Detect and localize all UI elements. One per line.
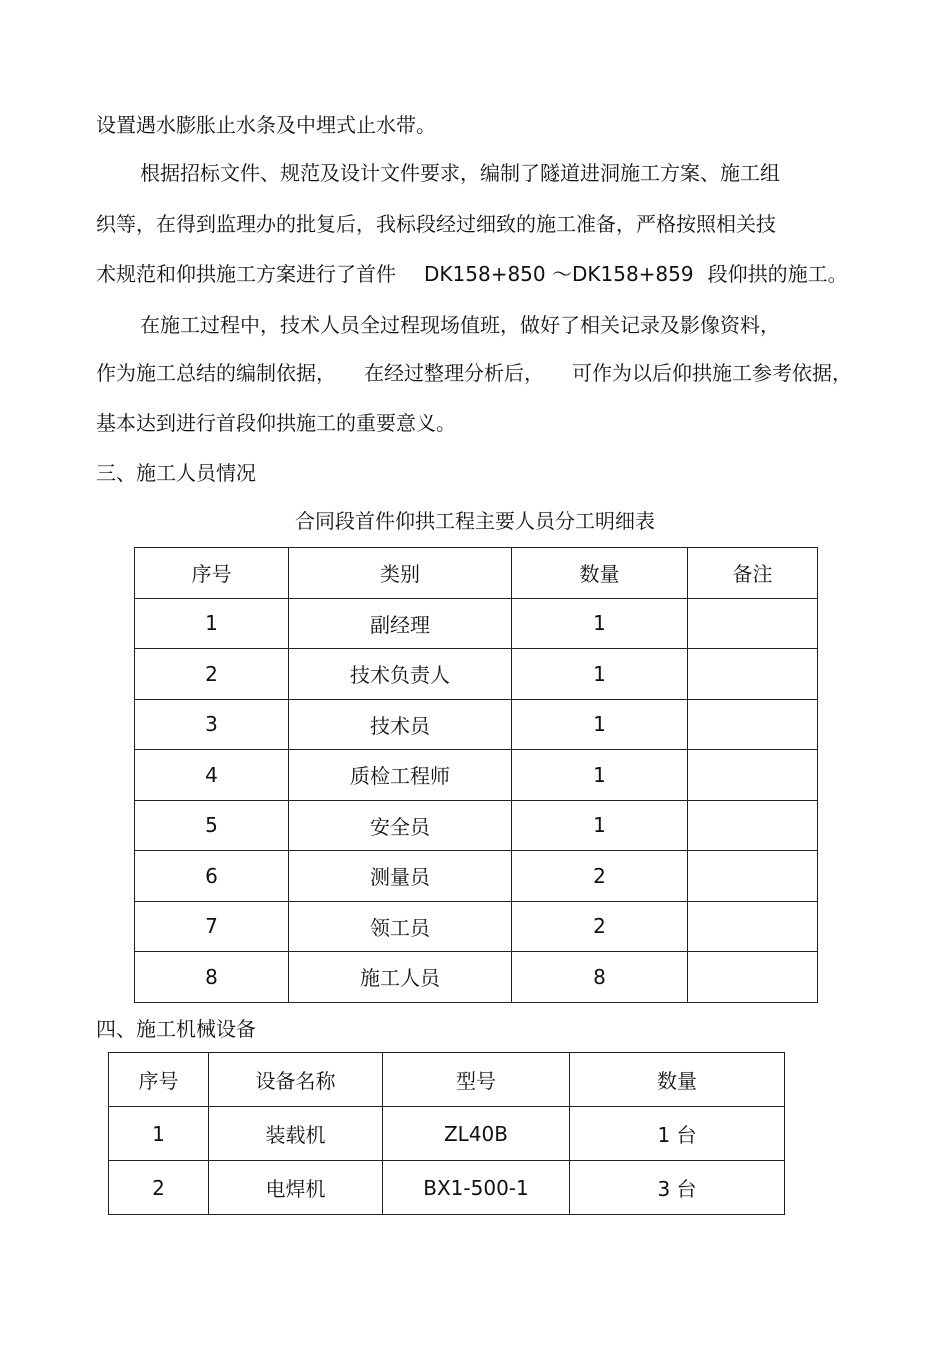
table-cell: 1 (512, 800, 688, 851)
header-cell: 类别 (289, 548, 512, 599)
table-header-row (135, 548, 818, 599)
section-heading-personnel: 三、施工人员情况 (96, 461, 256, 485)
table-row (109, 1107, 785, 1161)
table-cell: ZL40B (383, 1107, 570, 1161)
table-cell: 1 (512, 598, 688, 649)
paragraph-text: 作为施工总结的编制依据， (96, 361, 336, 385)
table-cell: 领工员 (289, 901, 512, 952)
header-cell: 序号 (135, 548, 289, 599)
table-cell: BX1-500-1 (383, 1161, 570, 1215)
table-cell (688, 699, 818, 750)
table-cell: 2 (135, 649, 289, 700)
table-cell: 1 (512, 649, 688, 700)
table-row (135, 800, 818, 851)
paragraph-text: 术规范和仰拱施工方案进行了首件 (96, 262, 396, 286)
table-row (135, 851, 818, 902)
table-row (135, 598, 818, 649)
table-row (135, 699, 818, 750)
paragraph-line-2: 根据招标文件、规范及设计文件要求，编制了隧道进洞施工方案、施工组 (140, 161, 780, 185)
equipment-table (108, 1052, 785, 1215)
table-cell: 2 (109, 1161, 209, 1215)
table-cell (688, 901, 818, 952)
table-cell: 施工人员 (289, 952, 512, 1003)
table-cell: 1 (135, 598, 289, 649)
table-row (135, 901, 818, 952)
paragraph-text: 段仰拱的施工。 (707, 262, 848, 286)
header-cell: 数量 (570, 1053, 785, 1107)
table-cell (688, 598, 818, 649)
table-cell: 6 (135, 851, 289, 902)
table-cell: 测量员 (289, 851, 512, 902)
header-cell: 数量 (512, 548, 688, 599)
personnel-table (134, 547, 818, 1003)
table-cell: 4 (135, 750, 289, 801)
paragraph-line-4 (96, 261, 848, 287)
table-cell: 安全员 (289, 800, 512, 851)
table-cell: 2 (512, 851, 688, 902)
table-cell (688, 649, 818, 700)
table-row (135, 649, 818, 700)
table-cell: 质检工程师 (289, 750, 512, 801)
table-header-row (109, 1053, 785, 1107)
chainage-range: DK158+850 ～DK158+859 (424, 262, 694, 286)
header-cell: 型号 (383, 1053, 570, 1107)
table-cell: 3 (135, 699, 289, 750)
table-cell (688, 952, 818, 1003)
paragraph-text: 可作为以后仰拱施工参考依据， (572, 361, 852, 385)
table-cell: 副经理 (289, 598, 512, 649)
paragraph-line-6 (96, 360, 852, 386)
table-cell: 技术员 (289, 699, 512, 750)
paragraph-line-1: 设置遇水膨胀止水条及中埋式止水带。 (96, 113, 436, 137)
paragraph-line-7: 基本达到进行首段仰拱施工的重要意义。 (96, 411, 456, 435)
table-cell: 1 (109, 1107, 209, 1161)
table-cell: 1 (512, 699, 688, 750)
header-cell: 备注 (688, 548, 818, 599)
table-cell (688, 851, 818, 902)
header-cell: 序号 (109, 1053, 209, 1107)
table-cell: 5 (135, 800, 289, 851)
table-cell: 装载机 (209, 1107, 383, 1161)
paragraph-line-3: 织等，在得到监理办的批复后，我标段经过细致的施工准备，严格按照相关技 (96, 212, 776, 236)
table-cell: 1 (512, 750, 688, 801)
table-cell: 2 (512, 901, 688, 952)
table-row (109, 1161, 785, 1215)
table-row (135, 750, 818, 801)
table-cell: 7 (135, 901, 289, 952)
table-cell: 电焊机 (209, 1161, 383, 1215)
paragraph-text: 在经过整理分析后， (364, 361, 544, 385)
personnel-table-caption: 合同段首件仰拱工程主要人员分工明细表 (295, 509, 655, 533)
table-cell: 技术负责人 (289, 649, 512, 700)
paragraph-line-5: 在施工过程中，技术人员全过程现场值班，做好了相关记录及影像资料， (140, 313, 780, 337)
table-cell: 8 (512, 952, 688, 1003)
header-cell: 设备名称 (209, 1053, 383, 1107)
table-cell: 1 台 (570, 1107, 785, 1161)
table-cell: 8 (135, 952, 289, 1003)
table-cell (688, 750, 818, 801)
table-cell: 3 台 (570, 1161, 785, 1215)
table-cell (688, 800, 818, 851)
table-row (135, 952, 818, 1003)
section-heading-equipment: 四、施工机械设备 (96, 1017, 256, 1041)
